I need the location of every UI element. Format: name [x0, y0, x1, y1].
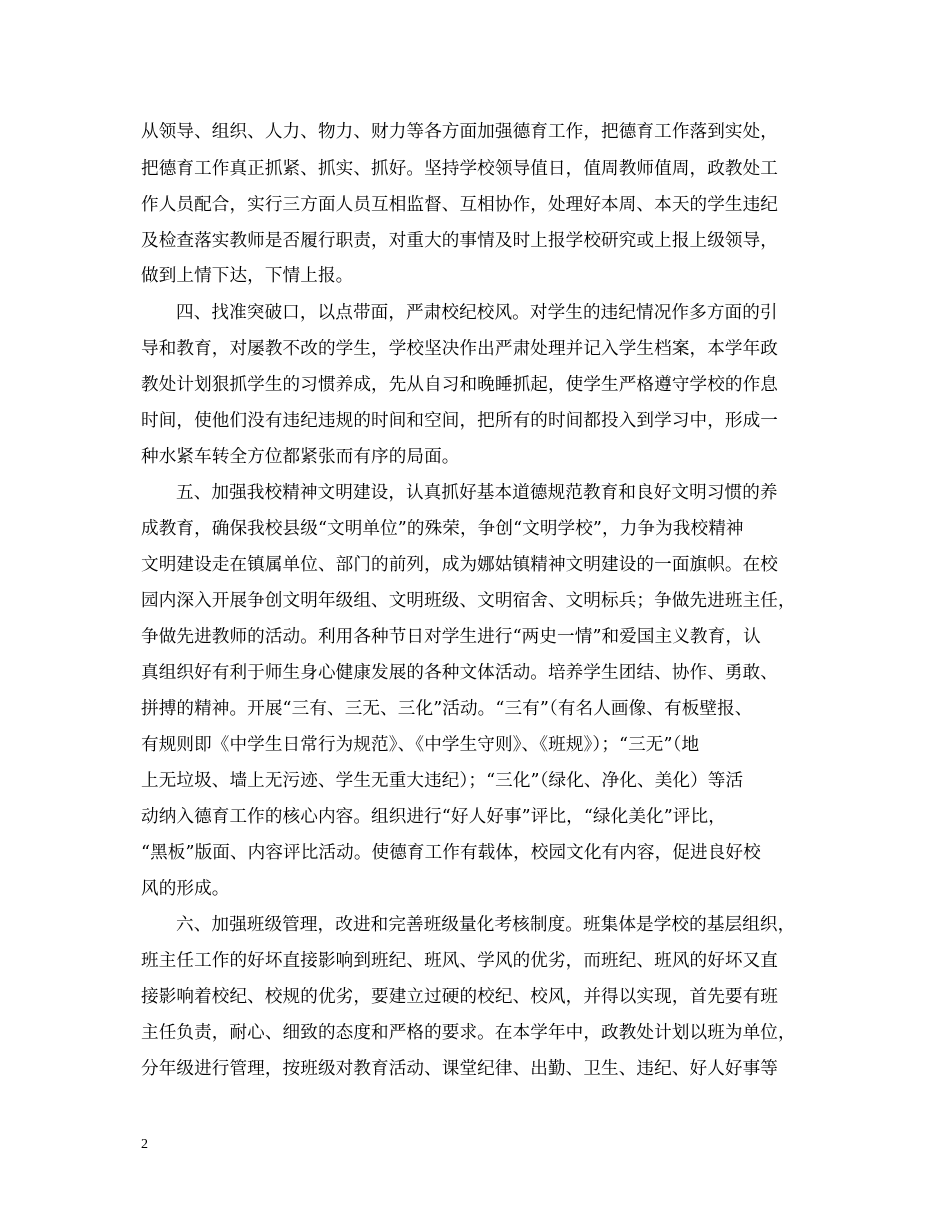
text-line: 导和教育，对屡教不改的学生，学校坚决作出严肃处理并记入学生档案，本学年政	[141, 339, 778, 359]
text-line: 教处计划狠抓学生的习惯养成，先从自习和晚睡抓起，使学生严格遵守学校的作息	[141, 375, 778, 395]
paragraph-5-first-line: 五、加强我校精神文明建设，认真抓好基本道德规范教育和良好文明习惯的养	[176, 483, 778, 503]
paragraph-4-first-line: 四、找准突破口，以点带面，严肃校纪校风。对学生的违纪情况作多方面的引	[176, 303, 778, 323]
text-line: 园内深入开展争创文明年级组、文明班级、文明宿舍、文明标兵；争做先进班主任，	[141, 591, 796, 611]
text-line: “黑板”版面、内容评比活动。使德育工作有载体，校园文化有内容，促进良好校	[141, 843, 761, 863]
text-line: 做到上情下达，下情上报。	[141, 266, 354, 286]
text-line: 分年级进行管理，按班级对教育活动、课堂纪律、出勤、卫生、违纪、好人好事等	[141, 1059, 778, 1079]
page-number: 2	[141, 1137, 148, 1152]
text-line: 作人员配合，实行三方面人员互相监督、互相协作，处理好本周、本天的学生违纪	[141, 195, 778, 215]
text-line: 主任负责，耐心、细致的态度和严格的要求。在本学年中，政教处计划以班为单位，	[141, 1023, 796, 1043]
text-line: 种水紧车转全方位都紧张而有序的局面。	[141, 447, 460, 467]
text-line: 把德育工作真正抓紧、抓实、抓好。坚持学校领导值日，值周教师值周，政教处工	[141, 159, 778, 179]
text-line: 时间，使他们没有违纪违规的时间和空间，把所有的时间都投入到学习中，形成一	[141, 411, 778, 431]
text-line: 真组织好有利于师生身心健康发展的各种文体活动。培养学生团结、协作、勇敢、	[141, 663, 778, 683]
text-line: 上无垃圾、墙上无污迹、学生无重大违纪）；“三化”（绿化、净化、美化）等活	[141, 771, 744, 791]
text-line: 成教育，确保我校县级“文明单位”的殊荣，争创“文明学校”，力争为我校精神	[141, 519, 744, 539]
text-line: 风的形成。	[141, 879, 230, 899]
paragraph-6-first-line: 六、加强班级管理，改进和完善班级量化考核制度。班集体是学校的基层组织，	[176, 915, 796, 935]
text-line: 动纳入德育工作的核心内容。组织进行“好人好事”评比，“绿化美化”评比，	[141, 807, 726, 827]
text-line: 争做先进教师的活动。利用各种节日对学生进行“两史一情”和爱国主义教育，认	[141, 627, 761, 647]
text-line: 从领导、组织、人力、物力、财力等各方面加强德育工作，把德育工作落到实处，	[141, 122, 778, 142]
text-line: 班主任工作的好坏直接影响到班纪、班风、学风的优劣，而班纪、班风的好坏又直	[141, 951, 778, 971]
text-line: 拼搏的精神。开展“三有、三无、三化”活动。“三有”（有名人画像、有板壁报、	[141, 699, 753, 719]
text-line: 接影响着校纪、校规的优劣，要建立过硬的校纪、校风，并得以实现，首先要有班	[141, 987, 778, 1007]
text-line: 有规则即《中学生日常行为规范》、《中学生守则》、《班规》）；“三无”（地	[141, 735, 700, 755]
text-line: 及检查落实教师是否履行职责，对重大的事情及时上报学校研究或上报上级领导，	[141, 231, 778, 251]
text-line: 文明建设走在镇属单位、部门的前列，成为娜姑镇精神文明建设的一面旗帜。在校	[141, 555, 778, 575]
